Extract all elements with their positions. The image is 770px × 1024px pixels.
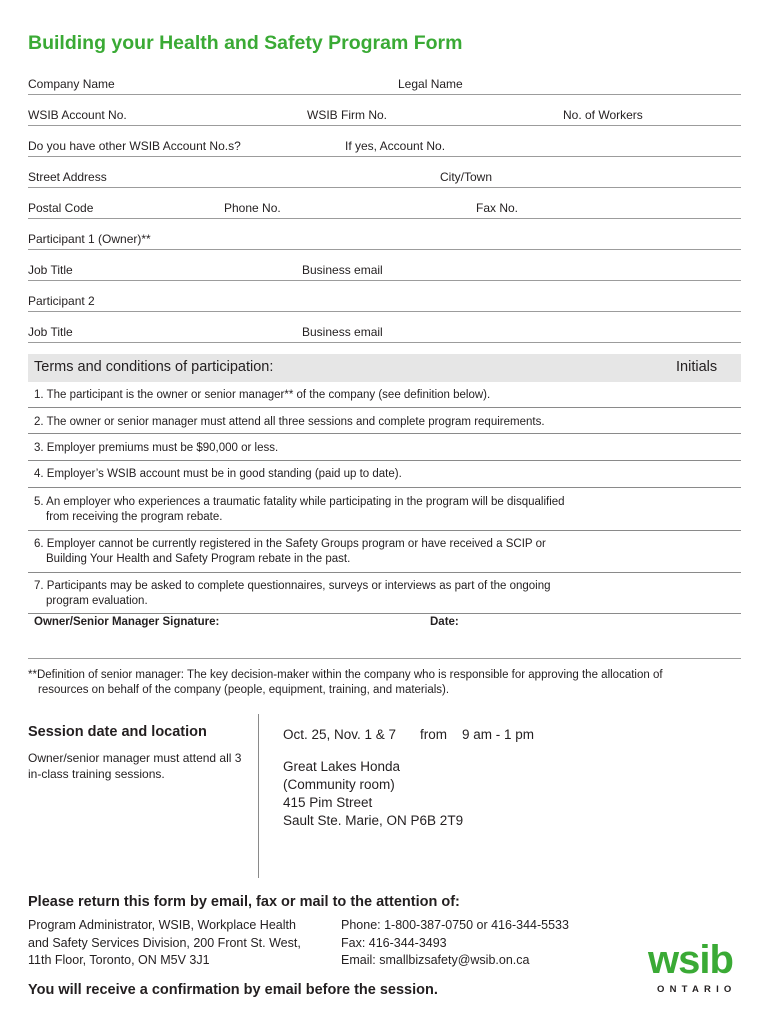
wsib-account-label: WSIB Account No. — [28, 108, 127, 122]
address-line: Program Administrator, WSIB, Workplace Health — [28, 918, 296, 932]
session-location — [283, 758, 463, 830]
company-name-label: Company Name — [28, 77, 115, 91]
address-line: 11th Floor, Toronto, ON M5V 3J1 — [28, 953, 210, 967]
term-item-5[interactable] — [34, 495, 565, 525]
location-line: 415 Pim Street — [283, 795, 373, 810]
term-text-cont: Building Your Health and Safety Program rebate in the past. — [46, 553, 351, 565]
location-line: Great Lakes Honda — [283, 759, 401, 774]
business-email-1-label: Business email — [302, 263, 383, 277]
term-item-6[interactable] — [34, 537, 546, 567]
session-dates: Oct. 25, Nov. 1 & 7 — [283, 727, 397, 742]
page-title: Building your Health and Safety Program Form — [28, 32, 463, 54]
phone-line: Phone: 1-800-387-0750 or 416-344-5533 — [341, 918, 569, 932]
street-address-label: Street Address — [28, 170, 107, 184]
definition-text: **Definition of senior manager: The key decision-maker within the company who is responsible for approving the allocation of — [28, 669, 663, 681]
term-text: 7. Participants may be asked to complete questionnaires, surveys or interviews as part of the ongoing — [34, 580, 551, 592]
fax-line: Fax: 416-344-3493 — [341, 935, 447, 950]
postal-code-field[interactable] — [28, 218, 741, 219]
session-heading: Session date and location — [28, 724, 207, 740]
fax-no-label: Fax No. — [476, 201, 519, 215]
session-from: from — [420, 727, 447, 742]
divider — [28, 572, 741, 573]
term-text: 4. Employer’s WSIB account must be in good standing (paid up to date). — [34, 468, 402, 480]
senior-manager-definition — [28, 668, 663, 698]
term-item-2[interactable] — [34, 415, 545, 430]
term-item-4[interactable] — [34, 467, 402, 482]
job-title-2-field[interactable] — [28, 342, 741, 343]
if-yes-account-label: If yes, Account No. — [345, 139, 446, 153]
session-time: 9 am - 1 pm — [462, 727, 535, 742]
definition-text-cont: resources on behalf of the company (people, equipment, training, and materials). — [38, 684, 450, 696]
confirmation-note: You will receive a confirmation by email before the session. — [28, 982, 438, 998]
term-text: 6. Employer cannot be currently registered in the Safety Groups program or have received a SCIP or — [34, 538, 546, 550]
return-address — [28, 917, 301, 970]
term-text-cont: from receiving the program rebate. — [46, 511, 223, 523]
term-item-1[interactable] — [34, 388, 490, 403]
term-item-3[interactable] — [34, 441, 278, 456]
location-line: Sault Ste. Marie, ON P6B 2T9 — [283, 813, 464, 828]
other-accounts-field[interactable] — [28, 156, 741, 157]
participant1-field[interactable] — [28, 249, 741, 250]
legal-name-label: Legal Name — [398, 77, 463, 91]
participant1-label: Participant 1 (Owner)** — [28, 232, 151, 246]
return-heading: Please return this form by email, fax or mail to the attention of: — [28, 894, 460, 910]
term-text: 3. Employer premiums must be $90,000 or less. — [34, 442, 279, 454]
divider — [28, 433, 741, 434]
phone-no-label: Phone No. — [224, 201, 281, 215]
divider — [28, 407, 741, 408]
divider — [28, 487, 741, 488]
divider — [28, 530, 741, 531]
company-name-field[interactable] — [28, 94, 741, 95]
signature-field[interactable] — [28, 658, 741, 659]
term-text: 1. The participant is the owner or senior manager** of the company (see definition below). — [34, 389, 491, 401]
address-line: and Safety Services Division, 200 Front St. West, — [28, 935, 301, 950]
divider — [28, 613, 741, 614]
job-title-1-label: Job Title — [28, 263, 73, 277]
location-line: (Community room) — [283, 777, 395, 792]
signature-label: Owner/Senior Manager Signature: — [34, 616, 220, 628]
logo-subtitle: ONTARIO — [657, 984, 737, 995]
postal-code-label: Postal Code — [28, 201, 94, 215]
terms-title: Terms and conditions of participation: — [34, 359, 274, 375]
vertical-divider — [258, 714, 259, 878]
participant2-field[interactable] — [28, 311, 741, 312]
date-label: Date: — [430, 616, 459, 628]
term-text: 5. An employer who experiences a traumatic fatality while participating in the program will be disqualified — [34, 496, 565, 508]
email-line[interactable]: Email: smallbizsafety@wsib.on.ca — [341, 953, 530, 967]
term-item-7[interactable] — [34, 579, 551, 609]
session-note: Owner/senior manager must attend all 3 in-class training sessions. — [28, 751, 242, 781]
job-title-2-label: Job Title — [28, 325, 73, 339]
return-contact — [341, 917, 569, 970]
initials-label: Initials — [676, 359, 718, 375]
job-title-1-field[interactable] — [28, 280, 741, 281]
street-address-field[interactable] — [28, 187, 741, 188]
term-text-cont: program evaluation. — [46, 595, 148, 607]
other-accounts-label: Do you have other WSIB Account No.s? — [28, 139, 241, 153]
city-town-label: City/Town — [440, 170, 493, 184]
wsib-firm-label: WSIB Firm No. — [307, 108, 387, 122]
participant2-label: Participant 2 — [28, 294, 95, 308]
logo-word: wsib — [648, 938, 733, 982]
wsib-account-field[interactable] — [28, 125, 741, 126]
business-email-2-label: Business email — [302, 325, 383, 339]
divider — [28, 460, 741, 461]
wsib-logo — [648, 938, 746, 1000]
no-of-workers-label: No. of Workers — [563, 108, 643, 122]
term-text: 2. The owner or senior manager must attend all three sessions and complete program requirements. — [34, 416, 545, 428]
